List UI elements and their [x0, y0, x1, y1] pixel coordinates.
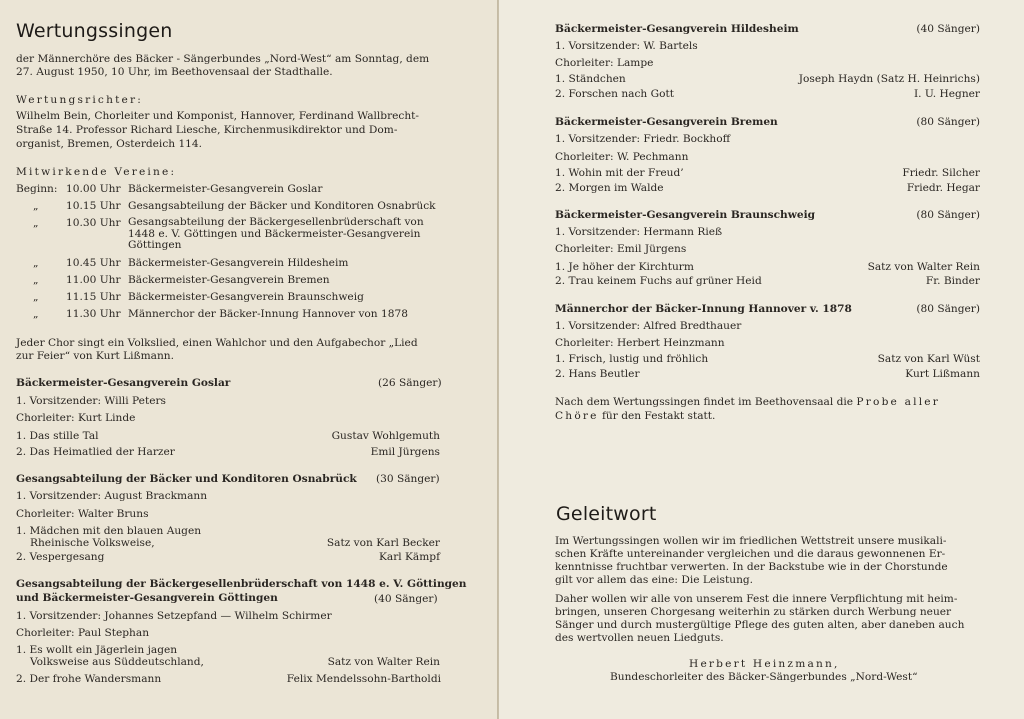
geleitwort-p1-line: gilt vor allem das eine: Die Leistung.: [555, 574, 754, 586]
song-subtitle: Rheinische Volksweise,: [30, 537, 155, 549]
judges-line-3: organist, Bremen, Osterdeich 114.: [16, 138, 203, 150]
club-name-bremen: Bäckermeister-Gesangverein Bremen: [555, 116, 778, 128]
song-composer: Satz von Walter Rein: [327, 656, 440, 668]
ditto-mark: „: [33, 291, 39, 303]
song-title: 1. Wohin mit der Freud’: [555, 167, 684, 179]
signature-role: Bundeschorleiter des Bäcker-Sängerbundes „Nord-West“: [610, 671, 918, 683]
schedule-row: [0, 257, 497, 272]
schedule-row: [0, 217, 497, 257]
song-composer: Satz von Karl Becker: [326, 537, 440, 549]
wertungssingen-title: Wertungssingen: [16, 20, 173, 42]
chairman: 1. Vorsitzender: Willi Peters: [16, 395, 166, 407]
intro-line-2: 27. August 1950, 10 Uhr, im Beethovensaal der Stadthalle.: [16, 66, 333, 78]
geleitwort-title: Geleitwort: [556, 503, 657, 525]
club-name-goslar: Bäckermeister-Gesangverein Goslar: [16, 377, 231, 389]
club-name-hildesheim: Bäckermeister-Gesangverein Hildesheim: [555, 23, 799, 35]
judges-heading: Wertungsrichter:: [16, 94, 144, 106]
singer-count: (80 Sänger): [916, 209, 980, 221]
song-composer: Karl Kämpf: [378, 551, 440, 563]
rehearsal-note-line-1: [555, 396, 940, 409]
rule-line-2: zur Feier“ von Kurt Lißmann.: [16, 350, 175, 362]
schedule-time: 10.15 Uhr: [66, 200, 121, 212]
rehearsal-note-line-2: [555, 410, 715, 423]
song-composer: Friedr. Hegar: [906, 182, 980, 194]
geleitwort-p2-line: des wertvollen neuen Liedguts.: [555, 632, 724, 644]
ditto-mark: „: [33, 308, 39, 320]
choir-leader: Chorleiter: Lampe: [555, 57, 654, 69]
song-composer: I. U. Hegner: [913, 88, 980, 100]
song-composer: Fr. Binder: [925, 275, 980, 287]
clubs-heading: Mitwirkende Vereine:: [16, 166, 177, 178]
schedule-time: 10.00 Uhr: [66, 183, 121, 195]
geleitwort-p1-line: kenntnisse fruchtbar verwerten. In der Backstube wie in der Chorstunde: [555, 561, 948, 573]
song-title: 1. Ständchen: [555, 73, 626, 85]
ditto-mark: „: [33, 257, 39, 269]
song-composer: Kurt Lißmann: [905, 368, 980, 380]
song-composer: Felix Mendelssohn-Bartholdi: [286, 673, 441, 685]
schedule-row: [0, 183, 497, 198]
schedule-time: 11.15 Uhr: [66, 291, 121, 303]
schedule-club: Bäckermeister-Gesangverein Bremen: [128, 274, 330, 286]
club-name-hannover: Männerchor der Bäcker-Innung Hannover v. 1878: [555, 303, 852, 315]
ditto-mark: „: [33, 200, 39, 212]
judges-line-1: Wilhelm Bein, Chorleiter und Komponist, Hannover, Ferdinand Wallbrecht-: [16, 110, 420, 122]
singer-count: (40 Sänger): [374, 593, 438, 605]
signature-name: Herbert Heinzmann,: [689, 658, 840, 670]
schedule-club: Bäckermeister-Gesangverein Hildesheim: [128, 257, 349, 269]
song-title: 1. Je höher der Kirchturm: [555, 261, 694, 273]
club-name-goettingen-line-2: und Bäckermeister-Gesangverein Göttingen: [16, 592, 278, 604]
song-title: 1. Es wollt ein Jägerlein jagen: [16, 644, 178, 656]
choir-leader: Chorleiter: Paul Stephan: [16, 627, 150, 639]
begin-label: Beginn:: [16, 183, 58, 195]
song-title: 2. Trau keinem Fuchs auf grüner Heid: [555, 275, 762, 287]
song-composer: Joseph Haydn (Satz H. Heinrichs): [798, 73, 980, 85]
schedule-time: 11.30 Uhr: [66, 308, 121, 320]
geleitwort-p1-line: Im Wertungssingen wollen wir im friedlichen Wettstreit unsere musikali-: [555, 535, 947, 547]
club-name-braunschweig: Bäckermeister-Gesangverein Braunschweig: [555, 209, 816, 221]
schedule-time: 10.30 Uhr: [66, 217, 121, 229]
song-composer: Satz von Karl Wüst: [877, 353, 980, 365]
schedule-club: Bäckermeister-Gesangverein Goslar: [128, 183, 323, 195]
intro-line-1: der Männerchöre des Bäcker - Sängerbundes „Nord-West“ am Sonntag, dem: [16, 53, 430, 65]
song-composer: Gustav Wohlgemuth: [331, 430, 440, 442]
singer-count: (80 Sänger): [916, 116, 980, 128]
schedule-club: Gesangsabteilung der Bäcker und Konditoren Osnabrück: [128, 200, 436, 212]
schedule-row: [0, 308, 497, 323]
schedule-club: Gesangsabteilung der Bäckergesellenbrüderschaft von 1448 e. V. Göttingen und Bäckermeister-Gesangverein Göttingen: [128, 216, 424, 252]
song-title: 1. Mädchen mit den blauen Augen: [16, 525, 202, 537]
chairman: 1. Vorsitzender: Alfred Bredthauer: [555, 320, 742, 332]
left-page: [0, 0, 497, 719]
song-title: 2. Forschen nach Gott: [555, 88, 674, 100]
singer-count: (40 Sänger): [916, 23, 980, 35]
chairman: 1. Vorsitzender: Johannes Setzepfand — Wilhelm Schirmer: [16, 610, 332, 622]
song-composer: Friedr. Silcher: [902, 167, 980, 179]
club-name-osnabrueck: Gesangsabteilung der Bäcker und Konditoren Osnabrück: [16, 473, 357, 485]
song-title: 2. Hans Beutler: [555, 368, 640, 380]
rehearsal-text: Nach dem Wertungssingen findet im Beethovensaal die: [555, 396, 854, 408]
schedule-time: 11.00 Uhr: [66, 274, 121, 286]
choir-leader: Chorleiter: Emil Jürgens: [555, 243, 687, 255]
schedule-club: Männerchor der Bäcker-Innung Hannover von 1878: [128, 308, 408, 320]
schedule-club: Bäckermeister-Gesangverein Braunschweig: [128, 291, 364, 303]
judges-line-2: Straße 14. Professor Richard Liesche, Kirchenmusikdirektor und Dom-: [16, 124, 398, 136]
choir-leader: Chorleiter: W. Pechmann: [555, 151, 689, 163]
singer-count: (30 Sänger): [376, 473, 440, 485]
singer-count: (80 Sänger): [916, 303, 980, 315]
song-title: 2. Der frohe Wandersmann: [16, 673, 162, 685]
song-composer: Emil Jürgens: [370, 446, 440, 458]
geleitwort-p1-line: schen Kräfte untereinander vergleichen und die daraus gewonnenen Er-: [555, 548, 946, 560]
song-title: 2. Morgen im Walde: [555, 182, 664, 194]
rule-line-1: Jeder Chor singt ein Volkslied, einen Wahlchor und den Aufgabechor „Lied: [16, 337, 418, 349]
schedule-row: [0, 274, 497, 289]
schedule-time: 10.45 Uhr: [66, 257, 121, 269]
right-page: [499, 0, 1024, 719]
choir-leader: Chorleiter: Herbert Heinzmann: [555, 337, 725, 349]
chairman: 1. Vorsitzender: Friedr. Bockhoff: [555, 133, 731, 145]
chairman: 1. Vorsitzender: W. Bartels: [555, 40, 698, 52]
song-title: 1. Das stille Tal: [16, 430, 99, 442]
rehearsal-emphasis: Chöre: [555, 410, 599, 422]
song-composer: Satz von Walter Rein: [867, 261, 980, 273]
song-title: 2. Das Heimatlied der Harzer: [16, 446, 175, 458]
song-title: 1. Frisch, lustig und fröhlich: [555, 353, 709, 365]
song-subtitle: Volksweise aus Süddeutschland,: [30, 656, 204, 668]
club-name-goettingen: Gesangsabteilung der Bäckergesellenbrüderschaft von 1448 e. V. Göttingen: [16, 578, 467, 590]
ditto-mark: „: [33, 274, 39, 286]
ditto-mark: „: [33, 217, 39, 229]
rehearsal-emphasis: Probe aller: [856, 396, 941, 408]
song-title: 2. Vespergesang: [16, 551, 105, 563]
schedule-row: [0, 291, 497, 306]
chairman: 1. Vorsitzender: Hermann Rieß: [555, 226, 723, 238]
rehearsal-text: für den Festakt statt.: [602, 410, 716, 422]
geleitwort-p2-line: Daher wollen wir alle von unserem Fest die innere Verpflichtung mit heim-: [555, 593, 958, 605]
geleitwort-p2-line: bringen, unseren Chorgesang weiterhin zu stärken durch Werbung neuer: [555, 606, 952, 618]
chairman: 1. Vorsitzender: August Brackmann: [16, 490, 208, 502]
schedule-row: [0, 200, 497, 215]
geleitwort-p2-line: Sänger und durch mustergültige Pflege des guten alten, aber daneben auch: [555, 619, 965, 631]
singer-count: (26 Sänger): [378, 377, 442, 389]
choir-leader: Chorleiter: Kurt Linde: [16, 412, 136, 424]
choir-leader: Chorleiter: Walter Bruns: [16, 508, 149, 520]
